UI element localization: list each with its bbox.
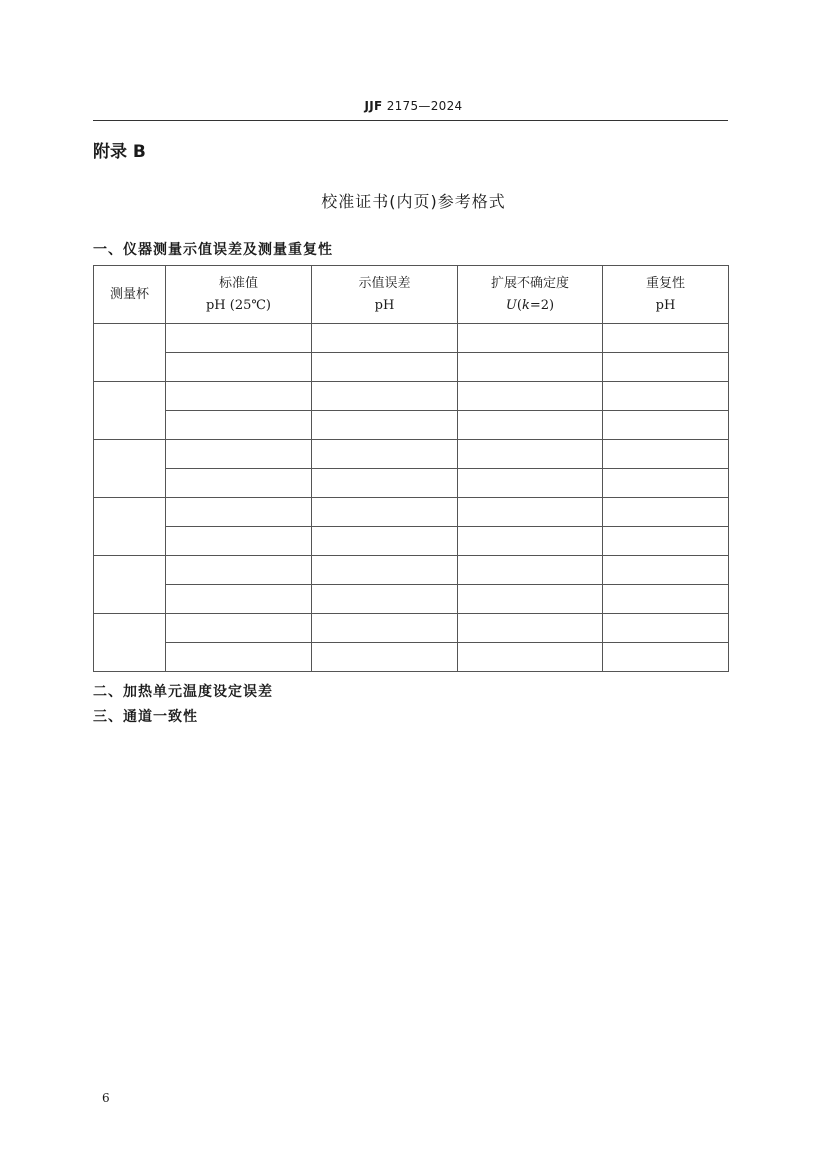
- section-heading-3: 三、通道一致性: [93, 709, 198, 725]
- table-cell: [312, 614, 458, 643]
- header-repeat-line1: 重复性: [645, 275, 685, 291]
- table-cell: [458, 411, 603, 440]
- header-repeat-line2: pH: [655, 297, 676, 313]
- appendix-label: 附录 B: [93, 142, 146, 162]
- table-cell: [166, 353, 312, 382]
- header-uncertainty: [458, 266, 603, 324]
- table-cell: [312, 527, 458, 556]
- header-uncertainty-paren: (: [516, 297, 522, 313]
- cup-cell: [94, 440, 166, 498]
- table-cell: [458, 440, 603, 469]
- table-cell: [458, 469, 603, 498]
- table-cell: [458, 324, 603, 353]
- table-row: [94, 643, 729, 672]
- table-row: [94, 324, 729, 353]
- table-row: [94, 411, 729, 440]
- table-cell: [603, 324, 729, 353]
- table-cell: [458, 527, 603, 556]
- header-uncertainty-k: k: [521, 297, 530, 313]
- table-cell: [166, 585, 312, 614]
- page-number: 6: [102, 1091, 110, 1105]
- table-cell: [603, 614, 729, 643]
- table-cell: [312, 382, 458, 411]
- table-cell: [603, 411, 729, 440]
- table-row: [94, 614, 729, 643]
- table-cell: [603, 585, 729, 614]
- header-indication-line1: 示值误差: [358, 275, 411, 291]
- table-cell: [312, 469, 458, 498]
- table-row: [94, 556, 729, 585]
- cup-cell: [94, 498, 166, 556]
- table-cell: [603, 498, 729, 527]
- table-cell: [166, 382, 312, 411]
- table-body: [94, 324, 729, 672]
- table-cell: [166, 614, 312, 643]
- table-row: [94, 382, 729, 411]
- table-cell: [312, 324, 458, 353]
- document-code-number: 2175—2024: [386, 99, 463, 113]
- table-cell: [603, 556, 729, 585]
- measurement-table: [93, 265, 729, 672]
- table-header-row: [94, 266, 729, 324]
- table-cell: [166, 643, 312, 672]
- table-cell: [458, 585, 603, 614]
- cup-cell: [94, 556, 166, 614]
- table-cell: [603, 382, 729, 411]
- table-cell: [458, 614, 603, 643]
- table-cell: [166, 527, 312, 556]
- table-cell: [166, 556, 312, 585]
- header-cup-label: 测量杯: [109, 286, 149, 302]
- table-cell: [312, 585, 458, 614]
- header-uncertainty-rest: =2): [529, 297, 555, 313]
- table-cell: [166, 469, 312, 498]
- table-cell: [458, 498, 603, 527]
- table-cell: [312, 440, 458, 469]
- table-cell: [603, 469, 729, 498]
- table-row: [94, 585, 729, 614]
- table-cell: [312, 498, 458, 527]
- header-cup: [94, 266, 166, 324]
- table-row: [94, 440, 729, 469]
- table-cell: [458, 643, 603, 672]
- table-cell: [458, 353, 603, 382]
- table-cell: [312, 556, 458, 585]
- table-row: [94, 527, 729, 556]
- header-indication-line2: pH: [374, 297, 395, 313]
- header-uncertainty-line2: [458, 295, 602, 317]
- table-cell: [603, 440, 729, 469]
- table-cell: [312, 353, 458, 382]
- cup-cell: [94, 382, 166, 440]
- header-indication-error: [312, 266, 458, 324]
- table-cell: [166, 324, 312, 353]
- header-standard-value: [166, 266, 312, 324]
- table-cell: [166, 498, 312, 527]
- cup-cell: [94, 614, 166, 672]
- header-uncertainty-line1: 扩展不确定度: [490, 275, 569, 291]
- page-title: 校准证书(内页)参考格式: [321, 192, 506, 211]
- header-uncertainty-U: U: [505, 297, 517, 313]
- document-code: [0, 99, 827, 113]
- table-cell: [312, 411, 458, 440]
- table-cell: [312, 643, 458, 672]
- table-cell: [166, 440, 312, 469]
- table-cell: [603, 353, 729, 382]
- table-row: [94, 353, 729, 382]
- table-cell: [458, 556, 603, 585]
- header-repeatability: [603, 266, 729, 324]
- document-code-prefix: JJF: [364, 99, 383, 113]
- header-standard-line1: 标准值: [218, 275, 258, 291]
- cup-cell: [94, 324, 166, 382]
- table-row: [94, 498, 729, 527]
- table-cell: [603, 527, 729, 556]
- table-cell: [603, 643, 729, 672]
- table-cell: [458, 382, 603, 411]
- header-rule: [93, 120, 728, 121]
- section-heading-2: 二、加热单元温度设定误差: [93, 684, 273, 700]
- header-standard-line2: pH (25℃): [205, 297, 272, 313]
- table-cell: [166, 411, 312, 440]
- section-heading-1: 一、仪器测量示值误差及测量重复性: [93, 242, 333, 258]
- table-row: [94, 469, 729, 498]
